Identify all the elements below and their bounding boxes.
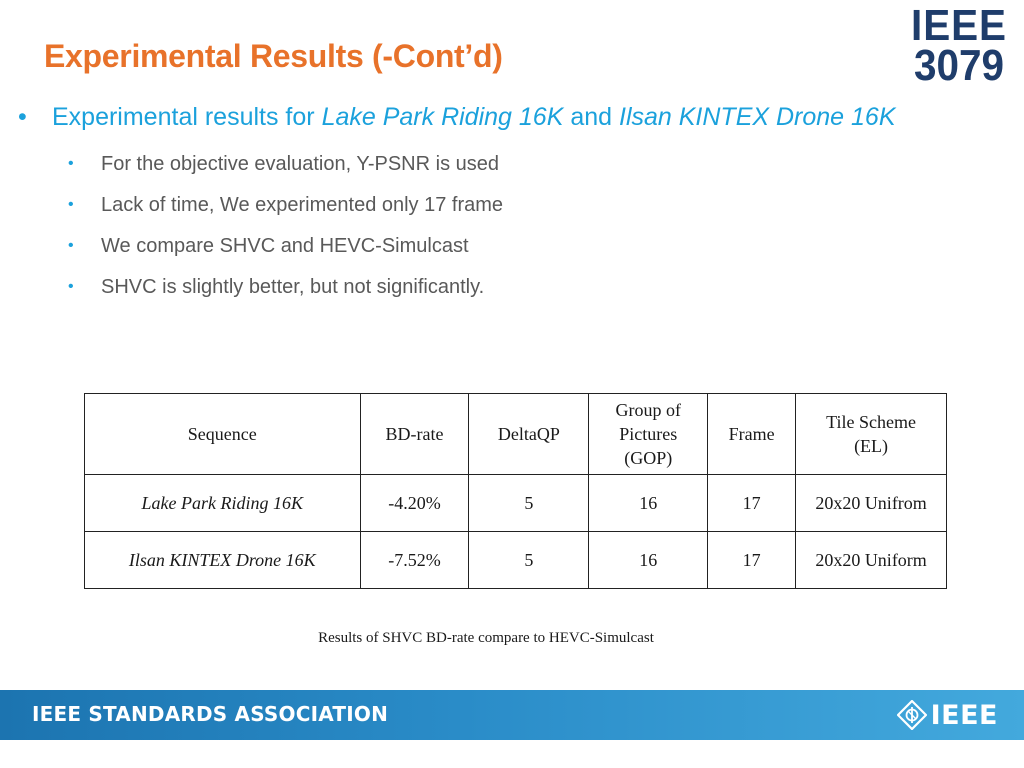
cell-bd-rate: -4.20% [360, 475, 469, 532]
footer-brand-text: IEEE [930, 699, 998, 731]
header-gop-line: (GOP) [624, 448, 673, 468]
sub-bullet-text: SHVC is slightly better, but not significantly. [101, 276, 485, 298]
bullet-dot-icon: • [68, 155, 74, 172]
header-gop [589, 394, 708, 475]
cell-bd-rate: -7.52% [360, 532, 469, 589]
main-bullet-seq1: Lake Park Riding 16K [321, 103, 564, 131]
ieee-diamond-icon [897, 700, 927, 730]
table-row [85, 475, 947, 532]
table-row [85, 532, 947, 589]
cell-sequence: Lake Park Riding 16K [85, 475, 361, 532]
bullet-dot-icon: • [68, 196, 74, 213]
header-bd-rate: BD-rate [360, 394, 469, 475]
cell-frame: 17 [708, 475, 796, 532]
header-frame: Frame [708, 394, 796, 475]
slide-title: Experimental Results (-Cont’d) [44, 38, 503, 74]
bullet-dot-icon: • [18, 103, 27, 131]
bullet-dot-icon: • [68, 237, 74, 254]
logo-line-3079: 3079 [913, 41, 1005, 90]
footer-org-name: IEEE STANDARDS ASSOCIATION [32, 702, 389, 726]
header-tile-scheme [796, 394, 947, 475]
header-tile-line: (EL) [854, 436, 889, 456]
header-gop-line: Group of [615, 400, 682, 420]
main-bullet-prefix: Experimental results for [52, 103, 315, 131]
sub-bullet [68, 191, 503, 232]
cell-delta-qp: 5 [469, 475, 589, 532]
main-bullet-seq2: Ilsan KINTEX Drone 16K [619, 103, 896, 131]
footer-bar [0, 690, 1024, 740]
sub-bullet-list [68, 150, 503, 314]
footer-ieee-logo [897, 698, 998, 732]
cell-delta-qp: 5 [469, 532, 589, 589]
header-gop-line: Pictures [619, 424, 678, 444]
cell-gop: 16 [589, 532, 708, 589]
main-bullet-connector: and [570, 103, 613, 131]
sub-bullet [68, 273, 503, 314]
sub-bullet [68, 232, 503, 273]
table-header-row [85, 394, 947, 475]
header-delta-qp: DeltaQP [469, 394, 589, 475]
sub-bullet-text: Lack of time, We experimented only 17 frame [101, 194, 504, 216]
bullet-dot-icon: • [68, 278, 74, 295]
sub-bullet [68, 150, 503, 191]
header-sequence: Sequence [85, 394, 361, 475]
sub-bullet-text: We compare SHVC and HEVC-Simulcast [101, 235, 469, 257]
results-table [84, 393, 947, 589]
cell-gop: 16 [589, 475, 708, 532]
logo-line-ieee: IEEE [911, 1, 1007, 50]
cell-frame: 17 [708, 532, 796, 589]
cell-tile: 20x20 Unifrom [796, 475, 947, 532]
sub-bullet-text: For the objective evaluation, Y-PSNR is used [101, 153, 499, 175]
header-tile-line: Tile Scheme [826, 412, 916, 432]
cell-sequence: Ilsan KINTEX Drone 16K [85, 532, 361, 589]
cell-tile: 20x20 Uniform [796, 532, 947, 589]
main-bullet [18, 103, 896, 132]
ieee-3079-logo [906, 1, 1012, 90]
table-caption: Results of SHVC BD-rate compare to HEVC-Simulcast [318, 630, 654, 646]
